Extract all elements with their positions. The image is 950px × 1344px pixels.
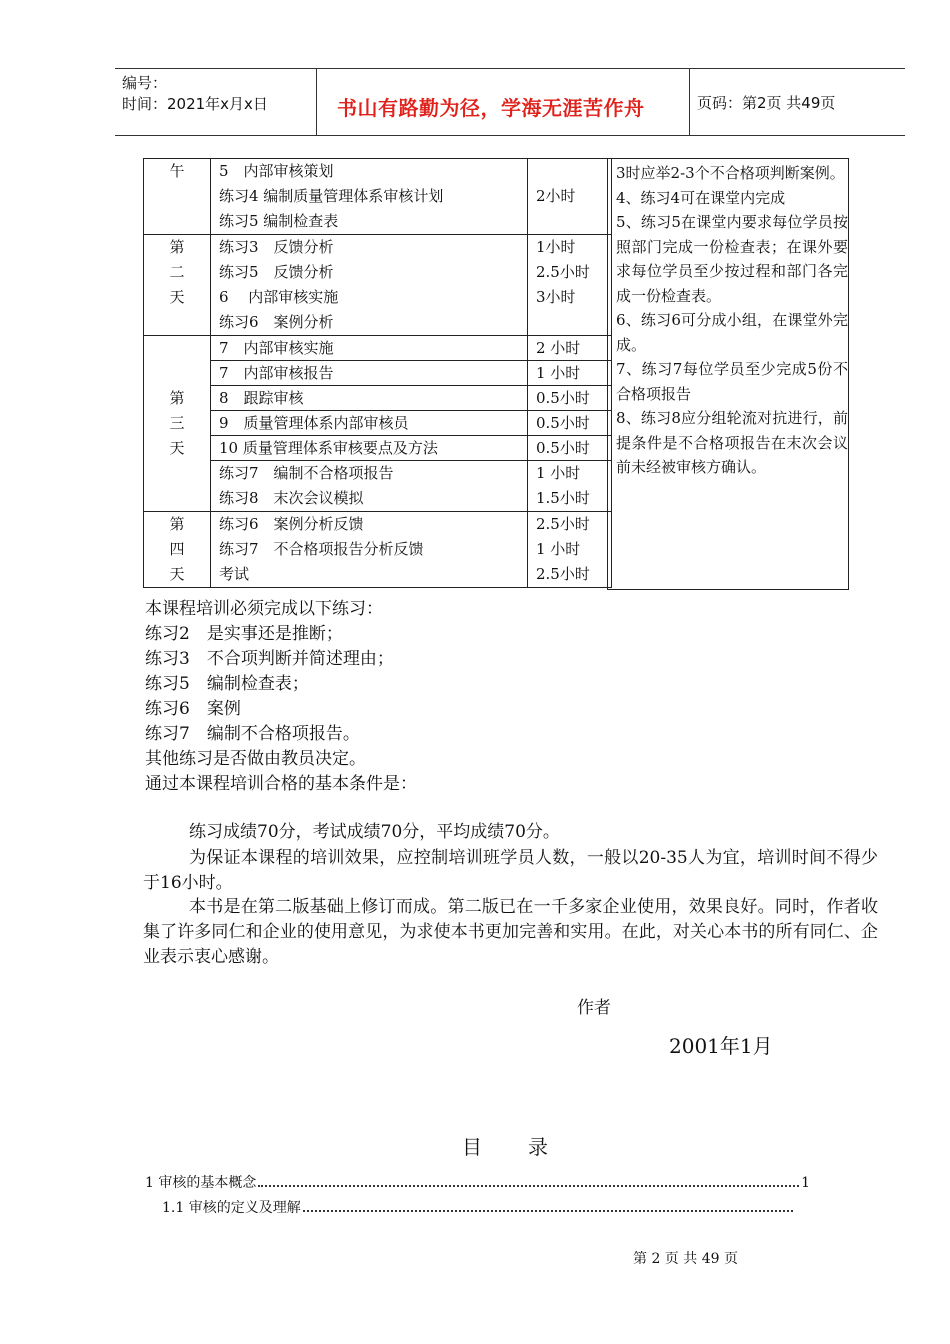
hours-cell bbox=[528, 461, 612, 512]
hours-line: 1 小时 bbox=[536, 464, 581, 482]
schedule-table bbox=[143, 158, 612, 588]
item-line: 练习4 编制质量管理体系审核计划 bbox=[219, 187, 444, 205]
hours-line: 1 小时 bbox=[536, 540, 581, 558]
header-bottom-rule bbox=[115, 135, 905, 136]
items-cell bbox=[211, 512, 528, 588]
schedule-row-afternoon bbox=[144, 159, 612, 235]
item-line: 9 质量管理体系内部审核员 bbox=[219, 414, 409, 432]
item-line: 7 内部审核实施 bbox=[219, 339, 334, 357]
day-char: 天 bbox=[169, 565, 185, 583]
note-item: 8、练习8应分组轮流对抗进行，前提条件是不合格项报告在末次会议前未经被审核方确认。 bbox=[616, 409, 848, 476]
day-char: 第 bbox=[169, 389, 185, 407]
revision-paragraph: 本书是在第二版基础上修订而成。第二版已在一千多家企业使用，效果良好。同时，作者收集了许多同仁和企业的使用意见，为求使本书更加完善和实用。在此，对关心本书的所有同仁、企业表示衷心感谢。 bbox=[143, 897, 878, 967]
item-line: 考试 bbox=[219, 565, 250, 583]
day-char: 天 bbox=[169, 288, 185, 306]
toc-title: 目 录 bbox=[462, 1135, 550, 1159]
exercises-intro: 本课程培训必须完成以下练习： bbox=[145, 599, 383, 619]
day-cell bbox=[144, 512, 211, 588]
header-divider-right bbox=[689, 68, 690, 135]
day-cell bbox=[144, 159, 211, 235]
hours-line: 2.5小时 bbox=[536, 515, 590, 533]
notes-box bbox=[607, 158, 849, 590]
pass-intro: 通过本课程培训合格的基本条件是： bbox=[145, 774, 417, 794]
items-cell bbox=[211, 436, 528, 461]
hours-cell bbox=[528, 159, 612, 235]
exercise-item: 练习7 编制不合格项报告。 bbox=[145, 724, 360, 744]
items-cell bbox=[211, 461, 528, 512]
day-char: 二 bbox=[169, 263, 185, 281]
hours-line bbox=[536, 209, 611, 234]
scores-paragraph: 练习成绩70分，考试成绩70分，平均成绩70分。 bbox=[189, 822, 560, 842]
hours-line: 2小时 bbox=[536, 187, 576, 205]
schedule-row-day3 bbox=[144, 461, 612, 512]
item-line: 练习6 案例分析反馈 bbox=[219, 515, 364, 533]
exercise-item: 练习6 案例 bbox=[145, 699, 241, 719]
note-item: 3时应举2-3个不合格项判断案例。 bbox=[616, 164, 845, 182]
class-size-paragraph: 为保证本课程的培训效果，应控制培训班学员人数，一般以20-35人为宜，培训时间不得少于16小时。 bbox=[143, 848, 878, 893]
item-line: 练习3 反馈分析 bbox=[219, 238, 334, 256]
item-line: 练习7 编制不合格项报告 bbox=[219, 464, 394, 482]
day-cell bbox=[144, 235, 211, 336]
items-cell bbox=[211, 411, 528, 436]
toc-entry bbox=[162, 1197, 795, 1217]
hours-line: 0.5小时 bbox=[536, 389, 590, 407]
toc-leader bbox=[258, 1185, 799, 1187]
hours-cell bbox=[528, 235, 612, 336]
hours-line: 1 小时 bbox=[536, 364, 581, 382]
note-item: 4、练习4可在课堂内完成 bbox=[616, 188, 786, 207]
day-char: 午 bbox=[169, 162, 185, 180]
items-cell bbox=[211, 336, 528, 361]
hours-cell bbox=[528, 386, 612, 411]
toc-entry bbox=[145, 1172, 810, 1192]
items-cell bbox=[211, 361, 528, 386]
hours-line: 2.5小时 bbox=[536, 565, 590, 583]
footer-page-number: 第 2 页 共 49 页 bbox=[633, 1251, 738, 1267]
schedule-row-day3 bbox=[144, 361, 612, 386]
hours-line: 1小时 bbox=[536, 238, 576, 256]
items-cell bbox=[211, 235, 528, 336]
hours-line: 2 小时 bbox=[536, 339, 581, 357]
header-divider-left bbox=[316, 68, 317, 135]
day-char: 天 bbox=[169, 439, 185, 457]
other-exercises: 其他练习是否做由教员决定。 bbox=[145, 749, 366, 769]
author-signature: 作者 bbox=[577, 998, 611, 1018]
item-line: 练习7 不合格项报告分析反馈 bbox=[219, 540, 424, 558]
item-line: 练习5 反馈分析 bbox=[219, 263, 334, 281]
hours-line: 1.5小时 bbox=[536, 489, 590, 507]
schedule-row-day3 bbox=[144, 336, 612, 361]
schedule-row-day3 bbox=[144, 436, 612, 461]
exercise-item: 练习2 是实事还是推断； bbox=[145, 624, 343, 644]
exercise-item: 练习5 编制检查表； bbox=[145, 674, 309, 694]
items-cell bbox=[211, 386, 528, 411]
exercise-item: 练习3 不合项判断并简述理由； bbox=[145, 649, 394, 669]
hours-line: 3小时 bbox=[536, 288, 576, 306]
required-exercises bbox=[145, 597, 845, 797]
hours-line: 2.5小时 bbox=[536, 263, 590, 281]
items-cell bbox=[211, 159, 528, 235]
day-cell bbox=[144, 336, 211, 512]
hours-cell bbox=[528, 361, 612, 386]
schedule-row-day3 bbox=[144, 411, 612, 436]
note-item: 7、练习7每位学员至少完成5份不合格项报告 bbox=[616, 360, 848, 403]
hours-line bbox=[536, 310, 611, 335]
hours-line: 0.5小时 bbox=[536, 414, 590, 432]
toc-entry-label: 1.1 审核的定义及理解 bbox=[162, 1200, 301, 1216]
header-time: 时间：2021年x月x日 bbox=[122, 95, 268, 113]
item-line: 7 内部审核报告 bbox=[219, 364, 334, 382]
header-page: 页码：第2页 共49页 bbox=[697, 94, 836, 112]
day-char: 第 bbox=[169, 515, 185, 533]
schedule-row-day4 bbox=[144, 512, 612, 588]
day-char: 四 bbox=[169, 540, 185, 558]
signature-date: 2001年1月 bbox=[669, 1034, 773, 1058]
item-line: 8 跟踪审核 bbox=[219, 389, 304, 407]
hours-line bbox=[536, 159, 611, 184]
hours-cell bbox=[528, 436, 612, 461]
schedule-row-day3 bbox=[144, 386, 612, 411]
header-top-rule bbox=[115, 68, 905, 69]
item-line: 6 内部审核实施 bbox=[219, 288, 339, 306]
hours-line: 0.5小时 bbox=[536, 439, 590, 457]
note-item: 5、练习5在课堂内要求每位学员按照部门完成一份检查表；在课外要求每位学员至少按过程和部门各完成一份检查表。 bbox=[616, 213, 848, 305]
item-line: 练习6 案例分析 bbox=[219, 313, 334, 331]
hours-cell bbox=[528, 512, 612, 588]
item-line: 5 内部审核策划 bbox=[219, 162, 334, 180]
header-number: 编号： bbox=[122, 74, 168, 92]
hours-cell bbox=[528, 411, 612, 436]
day-char: 三 bbox=[169, 414, 185, 432]
toc-entry-label: 1 审核的基本概念 bbox=[145, 1175, 257, 1191]
toc-leader bbox=[303, 1210, 793, 1212]
item-line: 练习8 末次会议模拟 bbox=[219, 489, 364, 507]
day-char: 第 bbox=[169, 238, 185, 256]
item-line: 练习5 编制检查表 bbox=[219, 212, 339, 230]
toc-entry-page: 1 bbox=[801, 1175, 810, 1191]
schedule-row-day2 bbox=[144, 235, 612, 336]
hours-cell bbox=[528, 336, 612, 361]
header-motto: 书山有路勤为径，学海无涯苦作舟 bbox=[337, 96, 645, 120]
note-item: 6、练习6可分成小组，在课堂外完成。 bbox=[616, 311, 848, 354]
item-line: 10 质量管理体系审核要点及方法 bbox=[219, 439, 438, 457]
